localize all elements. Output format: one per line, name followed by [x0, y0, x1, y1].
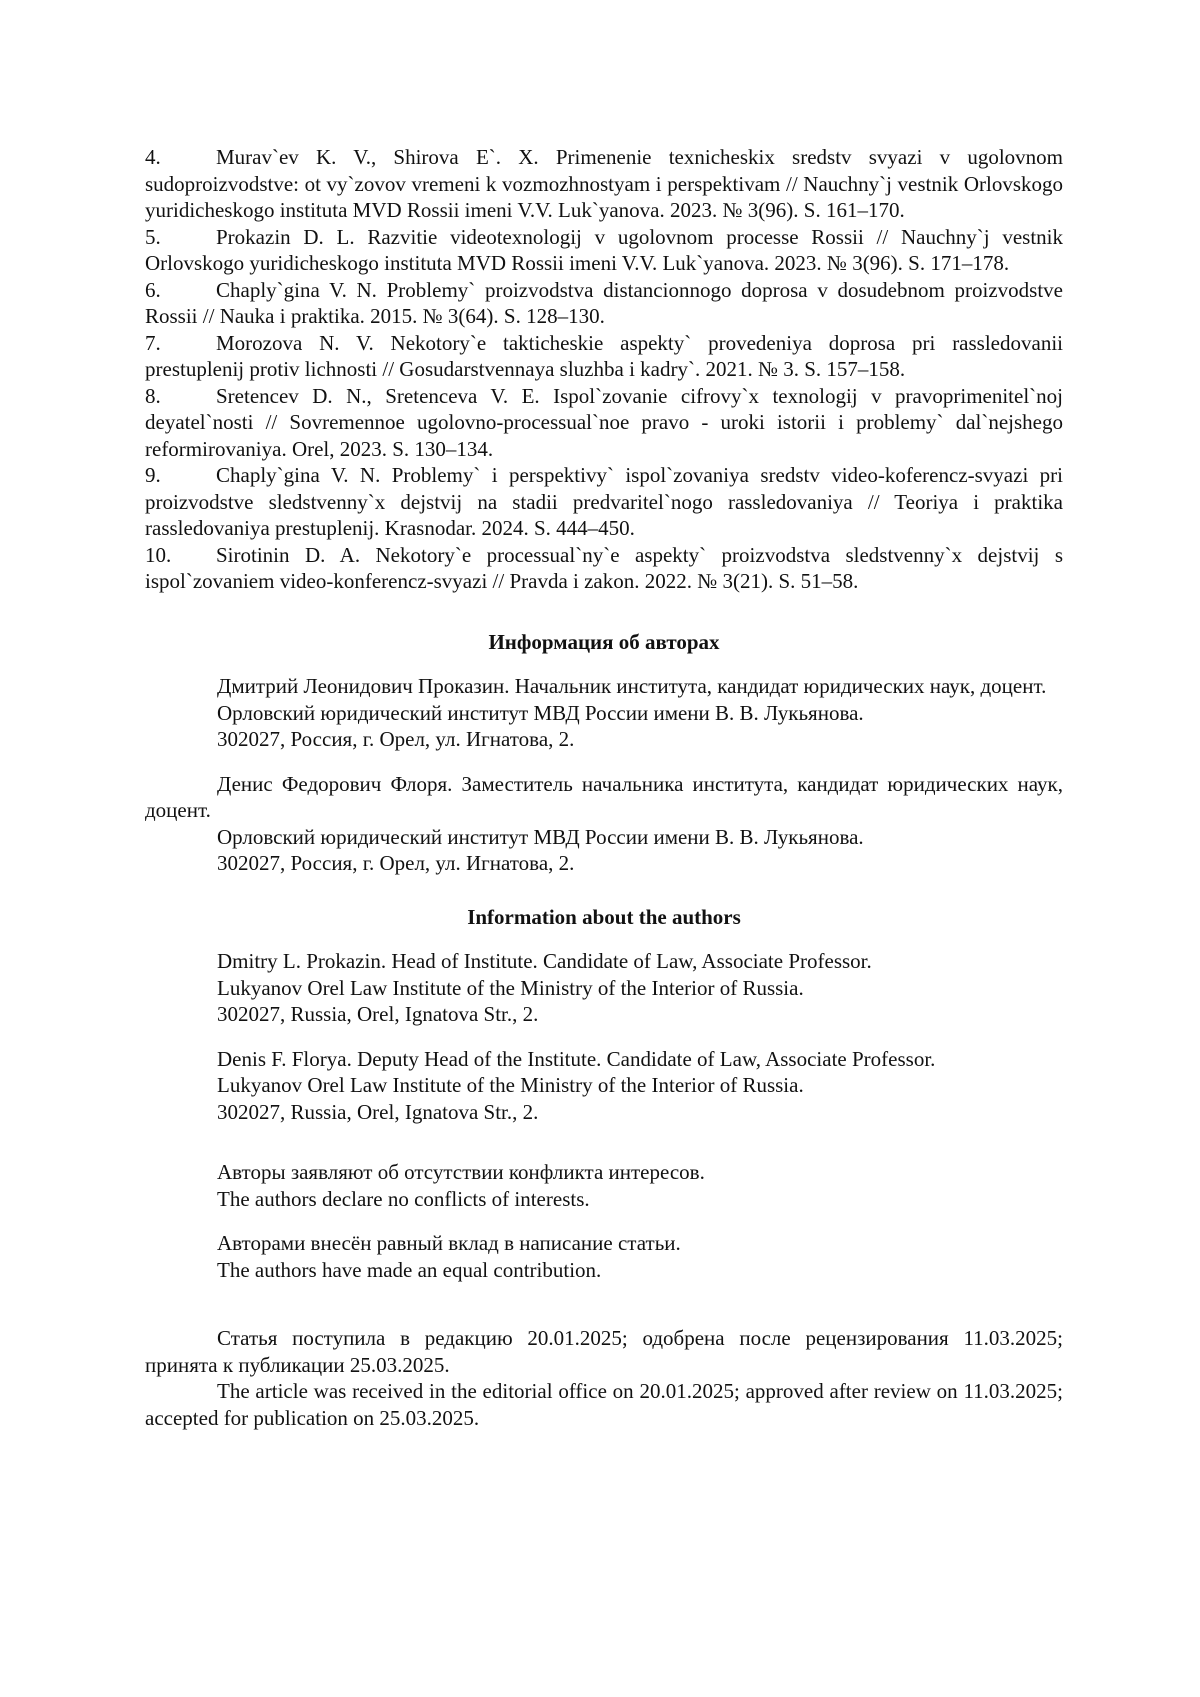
article-dates	[145, 1325, 1063, 1431]
author-bio: Денис Федорович Флоря. Заместитель начальника института, кандидат юридических наук, доцент.	[145, 771, 1063, 822]
conflicts-statement	[145, 1159, 1063, 1212]
reference-text: Chaply`gina V. N. Problemy` i perspektivy` ispol`zovaniya sredstv video-koferencz-svyazi pri proizvodstve sledstvenny`x dejstvij na stadii predvaritel`nogo rassledovaniya // Teoriya i praktika rassledovaniya prestuplenij. Krasnodar. 2024. S. 444–450.	[145, 463, 1063, 540]
reference-item	[145, 542, 1063, 595]
page-content	[145, 144, 1063, 1431]
reference-number: 9.	[145, 463, 161, 487]
author-organization: Орловский юридический институт МВД России имени В. В. Лукьянова.	[217, 700, 864, 725]
author-organization: Lukyanov Orel Law Institute of the Ministry of the Interior of Russia.	[217, 1073, 804, 1097]
reference-item	[145, 224, 1063, 277]
author-organization: Lukyanov Orel Law Institute of the Ministry of the Interior of Russia.	[217, 975, 804, 1000]
en-author-block	[145, 948, 1063, 1028]
en-authors-heading: Information about the authors	[467, 904, 741, 929]
author-address: 302027, Россия, г. Орел, ул. Игнатова, 2.	[217, 727, 575, 751]
reference-number: 4.	[145, 145, 161, 169]
reference-text: Prokazin D. L. Razvitie videotexnologij v ugolovnom processe Rossii // Nauchny`j vestnik Orlovskogo yuridicheskogo instituta MVD Rossii imeni V.V. Luk`yanova. 2023. № 3(96). S. 171–178.	[145, 224, 1063, 275]
reference-text: Chaply`gina V. N. Problemy` proizvodstva distancionnogo doprosa v dosudebnom proizvodstve Rossii // Nauka i praktika. 2015. № 3(64). S. 128–130.	[145, 277, 1063, 328]
reference-number: 7.	[145, 330, 161, 355]
reference-number: 6.	[145, 277, 161, 302]
reference-item	[145, 462, 1063, 542]
en-author-block	[145, 1046, 1063, 1126]
reference-item	[145, 277, 1063, 330]
contribution-statement	[145, 1230, 1063, 1283]
reference-item	[145, 330, 1063, 383]
reference-text: Sretencev D. N., Sretenceva V. E. Ispol`zovanie cifrovy`x texnologij v pravoprimenitel`noj deyatel`nosti // Sovremennoe ugolovno-processual`noe pravo - uroki istorii i problemy` dal`nejshego reformirovaniya. Orel, 2023. S. 130–134.	[145, 383, 1063, 461]
contribution-ru: Авторами внесён равный вклад в написание статьи.	[217, 1231, 681, 1255]
ru-author-block	[145, 673, 1063, 753]
dates-ru: Статья поступила в редакцию 20.01.2025; одобрена после рецензирования 11.03.2025; принята к публикации 25.03.2025.	[145, 1326, 1063, 1377]
references-list	[145, 144, 1063, 595]
reference-number: 5.	[145, 224, 161, 249]
ru-author-block	[145, 771, 1063, 877]
dates-en: The article was received in the editorial office on 20.01.2025; approved after review on 11.03.2025; accepted for publication on 25.03.2025.	[145, 1379, 1063, 1430]
author-organization: Орловский юридический институт МВД России имени В. В. Лукьянова.	[217, 824, 864, 849]
author-bio: Denis F. Florya. Deputy Head of the Institute. Candidate of Law, Associate Professor.	[217, 1046, 936, 1071]
reference-text: Murav`ev K. V., Shirova E`. X. Primenenie texnicheskix sredstv svyazi v ugolovnom sudoproizvodstve: ot vy`zovov vremeni k vozmozhnostyam i perspektivam // Nauchny`j vestnik Orlovskogo yuridicheskogo instituta MVD Rossii imeni V.V. Luk`yanova. 2023. № 3(96). S. 161–170.	[145, 145, 1063, 222]
author-address: 302027, Russia, Orel, Ignatova Str., 2.	[217, 1002, 539, 1026]
ru-authors-heading: Информация об авторах	[488, 629, 720, 654]
author-bio: Dmitry L. Prokazin. Head of Institute. Candidate of Law, Associate Professor.	[217, 949, 872, 973]
author-bio: Дмитрий Леонидович Проказин. Начальник института, кандидат юридических наук, доцент.	[217, 674, 1047, 698]
conflicts-ru: Авторы заявляют об отсутствии конфликта интересов.	[217, 1160, 705, 1184]
conflicts-en: The authors declare no conflicts of interests.	[217, 1186, 590, 1211]
reference-number: 8.	[145, 383, 161, 408]
reference-number: 10.	[145, 542, 172, 567]
reference-item	[145, 144, 1063, 224]
reference-item	[145, 383, 1063, 463]
reference-text: Morozova N. V. Nekotory`e takticheskie aspekty` provedeniya doprosa pri rassledovanii prestuplenij protiv lichnosti // Gosudarstvennaya sluzhba i kadry`. 2021. № 3. S. 157–158.	[145, 330, 1063, 381]
contribution-en: The authors have made an equal contribution.	[217, 1257, 602, 1282]
author-address: 302027, Россия, г. Орел, ул. Игнатова, 2.	[217, 851, 575, 875]
author-address: 302027, Russia, Orel, Ignatova Str., 2.	[217, 1099, 539, 1124]
reference-text: Sirotinin D. A. Nekotory`e processual`ny`e aspekty` proizvodstva sledstvenny`x dejstvij s ispol`zovaniem video-konferencz-svyazi // Pravda i zakon. 2022. № 3(21). S. 51–58.	[145, 542, 1063, 593]
